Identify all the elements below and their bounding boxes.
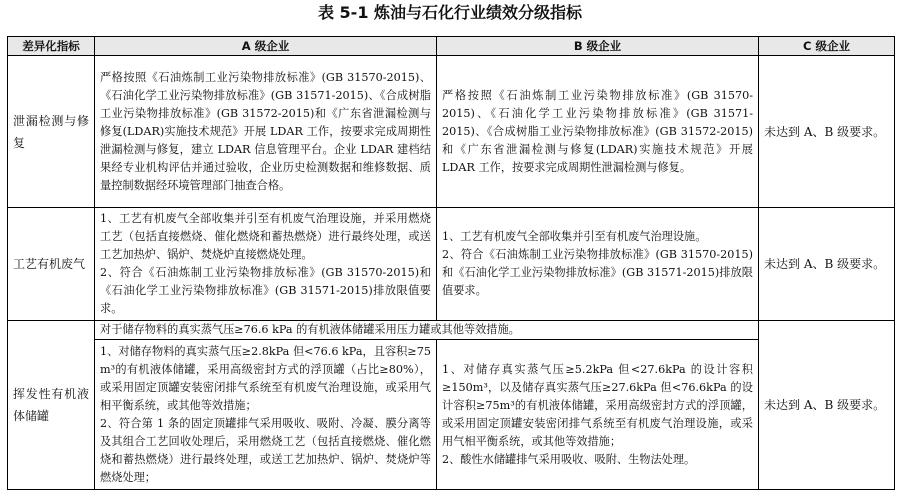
grade-c-cell: 未达到 A、B 级要求。 xyxy=(759,321,895,490)
grade-a-cell xyxy=(95,56,437,208)
grade-a-cell xyxy=(95,208,437,321)
grade-a-text: 1、对储存物料的真实蒸气压≥2.8kPa 但<76.6 kPa，且容积≥75 m³的有机液体储罐，采用高级密封方式的浮顶罐（占比≥80%），或采用固定顶罐安装密闭排气系统至有机废气治理设施，或采用气相平衡系统，或其他等效措施； xyxy=(100,344,431,412)
row-label: 泄漏检测与修复 xyxy=(8,56,95,208)
table-title: 表 5-1 炼油与石化行业绩效分级指标 xyxy=(317,3,583,22)
row-label: 挥发性有机液体储罐 xyxy=(8,321,95,490)
grade-a-text: 2、符合第 1 条的固定顶罐排气采用吸收、吸附、冷凝、膜分离等及其组合工艺回收处理后，采用燃烧工艺（包括直接燃烧、催化燃烧和蓄热燃烧）进行最终处理，或送工艺加热炉、锅炉、焚烧炉等燃烧处理； xyxy=(100,416,431,484)
header-indicator: 差异化指标 xyxy=(8,37,95,56)
performance-grading-table xyxy=(7,36,895,490)
table-row xyxy=(8,56,895,208)
grade-b-text: 2、符合《石油炼制工业污染物排放标准》(GB 31570-2015)和《石油化学工业污染物排放标准》(GB 31571-2015)排放限值要求。 xyxy=(442,248,753,297)
grade-c-cell: 未达到 A、B 级要求。 xyxy=(759,56,895,208)
grade-b-cell xyxy=(437,340,759,490)
grade-b-text: 1、对储存真实蒸气压≥5.2kPa 但<27.6kPa 的设计容积≥150m³，以及储存真实蒸气压≥27.6kPa 但<76.6kPa 的设计容积≥75m³的有机液体储罐，采用高级密封方式的浮顶罐，或采用固定顶罐安装密闭排气系统至有机废气治理设施，或采用气相平衡系统，或其他等效措施； xyxy=(442,362,753,448)
grade-a-text: 2、符合《石油炼制工业污染物排放标准》(GB 31570-2015)和《石油化学工业污染物排放标准》(GB 31571-2015)排放限值要求。 xyxy=(100,266,431,315)
grade-b-cell xyxy=(437,208,759,321)
grade-a-text: 严格按照《石油炼制工业污染物排放标准》(GB 31570-2015)、《石油化学工业污染物排放标准》(GB 31571-2015)、《合成树脂工业污染物排放标准》(GB 31572-2015)和《广东省泄漏检测与修复(LDAR)实施技术规范》开展 LDAR 工作，按要求完成周期性泄漏检测与修复，建立 LDAR 信息管理平台。企业 LDAR 建档结果经专业机构评估并通过验收，企业历史检测数据和维修数据、质量控制数据经环境管理部门抽查合格。 xyxy=(100,70,431,192)
spanning-requirement: 对于储存物料的真实蒸气压≥76.6 kPa 的有机液体储罐采用压力罐或其他等效措施。 xyxy=(95,321,759,340)
table-row xyxy=(8,321,895,340)
header-grade-a: A 级企业 xyxy=(95,37,437,56)
grade-b-text: 2、酸性水储罐排气采用吸收、吸附、生物法处理。 xyxy=(442,452,696,466)
header-grade-c: C 级企业 xyxy=(759,37,895,56)
grade-a-text: 1、工艺有机废气全部收集并引至有机废气治理设施，并采用燃烧工艺（包括直接燃烧、催化燃烧和蓄热燃烧）进行最终处理，或送工艺加热炉、锅炉、焚烧炉直接燃烧处理。 xyxy=(100,212,431,261)
grade-a-cell xyxy=(95,340,437,490)
grade-c-cell: 未达到 A、B 级要求。 xyxy=(759,208,895,321)
grade-b-text: 严格按照《石油炼制工业污染物排放标准》(GB 31570-2015)、《石油化学工业污染物排放标准》(GB 31571-2015)、《合成树脂工业污染物排放标准》(GB 31572-2015)和《广东省泄漏检测与修复(LDAR)实施技术规范》开展 LDAR 工作，按要求完成周期性泄漏检测与修复。 xyxy=(442,88,753,174)
table-row xyxy=(8,208,895,321)
grade-b-text: 1、工艺有机废气全部收集并引至有机废气治理设施。 xyxy=(442,230,707,243)
row-label: 工艺有机废气 xyxy=(8,208,95,321)
grade-b-cell xyxy=(437,56,759,208)
header-grade-b: B 级企业 xyxy=(437,37,759,56)
header-row xyxy=(8,37,895,56)
